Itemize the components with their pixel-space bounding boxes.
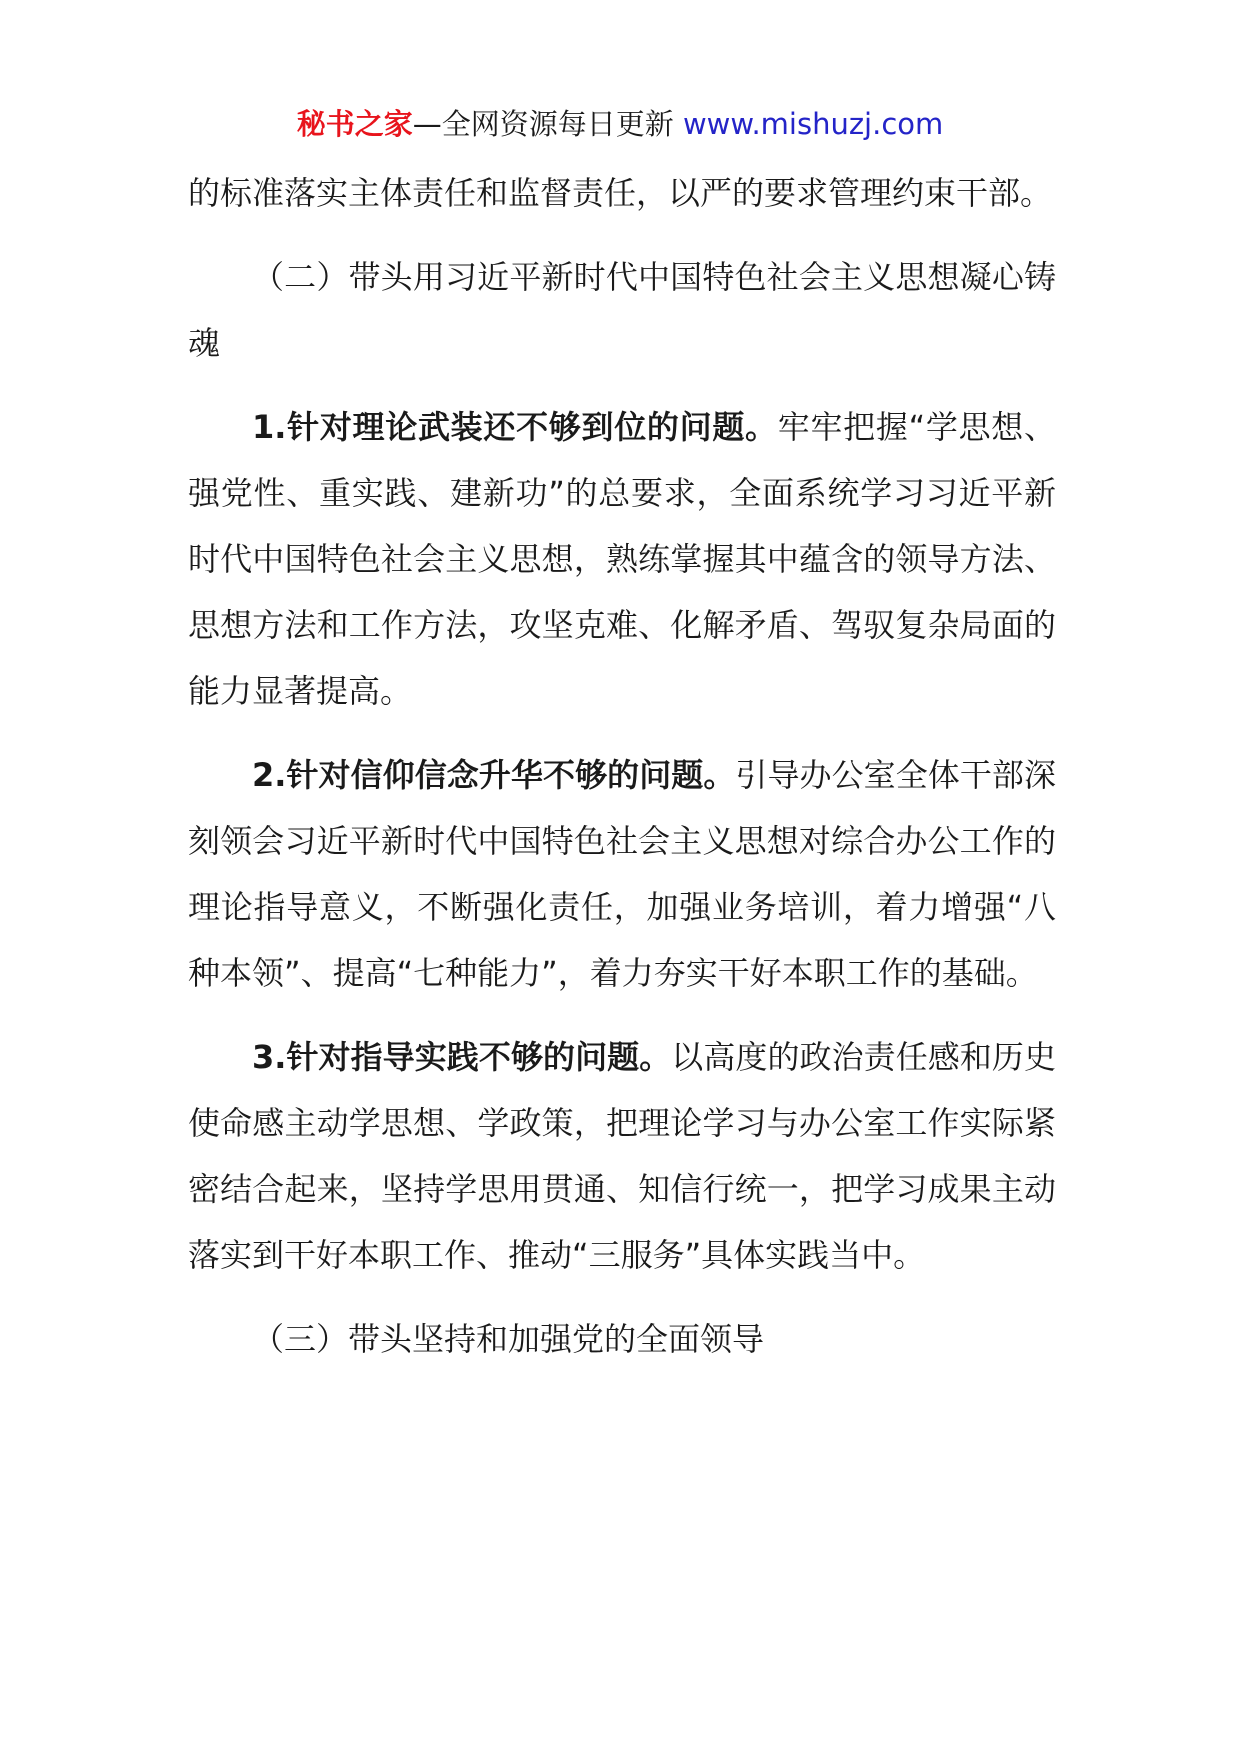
- section-heading-text: （二）带头用习近平新时代中国特色社会主义思想凝心铸魂: [188, 258, 1056, 362]
- paragraph-lead: 3.针对指导实践不够的问题。: [252, 1038, 672, 1076]
- paragraph-lead: 2.针对信仰信念升华不够的问题。: [252, 756, 736, 794]
- numbered-paragraph-2: [188, 742, 1056, 1006]
- paragraph-continuation: [188, 160, 1056, 226]
- paragraph-text: 引导办公室全体干部深刻领会习近平新时代中国特色社会主义思想对综合办公工作的理论指导意义，不断强化责任，加强业务培训，着力增强“八种本领”、提高“七种能力”，着力夯实干好本职工作的基础。: [188, 756, 1056, 992]
- document-body: [188, 160, 1056, 1372]
- section-heading-2: [188, 244, 1056, 376]
- page-header: [0, 104, 1240, 144]
- paragraph-lead: 1.针对理论武装还不够到位的问题。: [252, 408, 778, 446]
- numbered-paragraph-3: [188, 1024, 1056, 1288]
- site-brand: 秘书之家: [296, 107, 413, 141]
- paragraph-text: 以高度的政治责任感和历史使命感主动学思想、学政策，把理论学习与办公室工作实际紧密结合起来，坚持学思用贯通、知信行统一，把学习成果主动落实到干好本职工作、推动“三服务”具体实践当中。: [188, 1038, 1056, 1274]
- numbered-paragraph-1: [188, 394, 1056, 724]
- section-heading-3: [188, 1306, 1056, 1372]
- paragraph-text: 的标准落实主体责任和监督责任，以严的要求管理约束干部。: [188, 174, 1053, 212]
- paragraph-text: 牢牢把握“学思想、强党性、重实践、建新功”的总要求，全面系统学习习近平新时代中国特色社会主义思想，熟练掌握其中蕴含的领导方法、思想方法和工作方法，攻坚克难、化解矛盾、驾驭复杂局面的能力显著提高。: [188, 408, 1056, 710]
- site-url-link[interactable]: www.mishuzj.com: [682, 107, 944, 141]
- section-heading-text: （三）带头坚持和加强党的全面领导: [252, 1320, 765, 1358]
- site-tagline: —全网资源每日更新: [412, 107, 683, 141]
